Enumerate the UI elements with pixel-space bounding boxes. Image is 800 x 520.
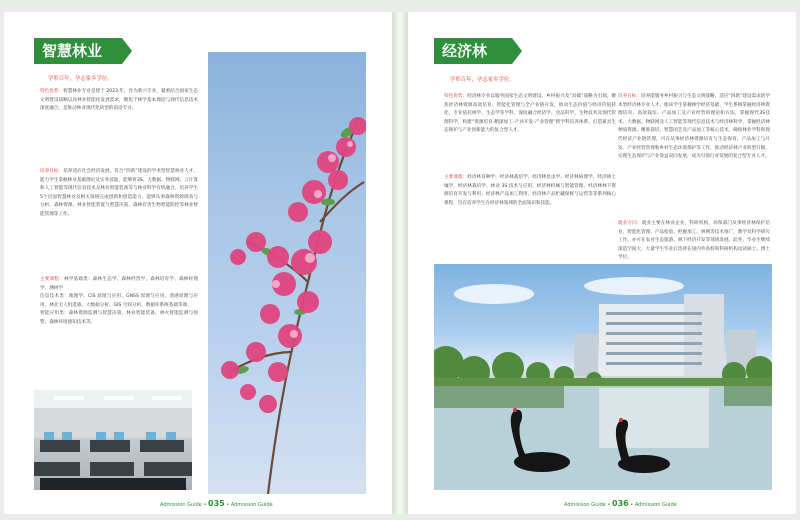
section-banner [434, 38, 512, 64]
career-paragraph [618, 220, 770, 263]
left-page [4, 12, 392, 514]
paragraph-text: 林学基础类：森林生态学、森林经营学、森林培育学、森林经理学、测树学 [40, 277, 198, 291]
footer-text: • Admission Guide [226, 502, 273, 508]
paragraph-label: 培养目标： [40, 169, 64, 174]
right-page [408, 12, 796, 514]
section-title: 经济林 [442, 42, 488, 60]
paragraph-text: 经济林育种学、经济林栽培学、经济林昆虫学、经济林病理学、经济林土壤学、经济林栽培学、林业 3S 技术与应用、经济林机械与智能管理、经济林林下资源培育开发与利用、经济林产品加工利用、经济林产品贮藏保鲜与运营等等系列核心课程，旨在培养学生在经济林领域的全面知识和技能。 [444, 175, 616, 206]
section-banner [34, 38, 122, 64]
paragraph-label: 就业方向： [618, 221, 642, 226]
paragraph-text: 培养适应社会经济发展、符合“四新”建设的学术型智慧林业人才，能力学生掌握林业基础理论及实务技能，能够将3S、大数据、物联网、云计算和人工智能等现代信息技术及林业智能装备等与林业科学有机融合，培养学生5个层面智慧林业及相关领域完成创新和创造能力，能够从事森林资源调查与分析、森林资源、林业智能装置与智慧决策、森林有害生物智能防控等林业智能管理等工作。 [40, 169, 198, 217]
paragraph-label: 特色优势： [444, 94, 468, 99]
paragraph-text: 智慧林业专业是建于 2023 年，作为新兴专业，紧密结合国家生态文明建设战略以及林业智能化发展需求，聚焦于林学基本理论与现代信息技术深度融合，是推动林业现代化转型的前沿专业。 [40, 89, 198, 112]
courses-paragraph [40, 276, 198, 328]
paragraph-text: 信息技术类：地理学、CIS 原理与应用、GNSS 原理与应用、遥感原理与应用、林业无人机遥感、大数据分析、GIS 空间分析、数据库系统基础等课。 [40, 294, 198, 308]
footer-text: • Admission Guide [630, 502, 677, 508]
goal-paragraph [618, 93, 770, 162]
computer-lab-photo [34, 390, 192, 490]
paragraph-label: 特色优势： [40, 89, 64, 94]
page-number: 035 [208, 499, 225, 508]
feature-paragraph [444, 93, 616, 136]
section-title: 智慧林业 [42, 42, 103, 60]
courses-paragraph [444, 174, 616, 208]
paragraph-label: 主要课程： [40, 277, 64, 282]
paragraph-text: 智能应用类：森林资源监测与智慧决策、林业智能装备、林火智能监测与预警、森林环境感知技术等。 [40, 311, 198, 325]
motto: 学彰百年，孕志家乡学位。 [450, 77, 515, 83]
page-number: 036 [612, 499, 629, 508]
feature-paragraph [40, 88, 198, 114]
paragraph-text: 培养能服务乡村振兴与生态文明战略，适应“四新”建设需求的学术型经济林专业人才。使该学生掌握林学经济基础，学生系统掌握经济林资源培育、高效栽培、产品加工及产业经营的理论和方法，掌握现代3S技术、大数据、物联网及人工智能等现代信息技术与经济林科学、掌握经济林种质资源、精准栽培、智慧园艺及产品加工等核心技术，确保林业学科和现代经济产业链管理，可在从事经济林资源培育与生态保育、产品加工与开发、产业经营管理和乡村生态环境保护等工作，推动经济林产业转型升级，实现生态保护与产业效益双向发展，成为引领行业发展的复合型专业人才。 [618, 94, 770, 160]
paragraph-label: 主要课程： [444, 175, 468, 180]
paragraph-text: 经济林专业以服务国家生态文明建设、乡村振兴及“双碳”战略为引领，聚焦经济林资源高效培育、智能化管理与全产业链开发，推动生态价值与经济价值转化，专业依托林学、生态学等学科，深度融合经济学、食品科学、生物技术及现代管理科学，构建“资源培育-精深加工-产业开发-产业管理”跨学科培养体系，打造兼具生态保护与产业创新能力的复合型人才。 [444, 94, 616, 134]
page-footer [160, 499, 273, 508]
paragraph-text: 就业主要在林业企业，科研机构，环保部门从事经济林保护培育、智能化管理、产品检验、把握加工、林网等技术推广，教学及科学研究工作，亦可在农业生态旅游、林下经济开发等领域发展。此外，毕业生继续深造空间大，大量学生毕业后选择在国内外高校和科研机构攻读硕士、博士学位。 [618, 221, 770, 261]
footer-text: Admission Guide • [564, 502, 611, 508]
page-footer [564, 499, 677, 508]
flower-photo [208, 52, 366, 494]
motto: 学彰百年，孕志家乡学位。 [48, 76, 113, 82]
goal-paragraph [40, 168, 198, 220]
campus-lake-photo [434, 264, 772, 490]
paragraph-label: 培养目标： [618, 94, 642, 99]
footer-text: Admission Guide • [160, 502, 207, 508]
book-spine [392, 12, 408, 514]
